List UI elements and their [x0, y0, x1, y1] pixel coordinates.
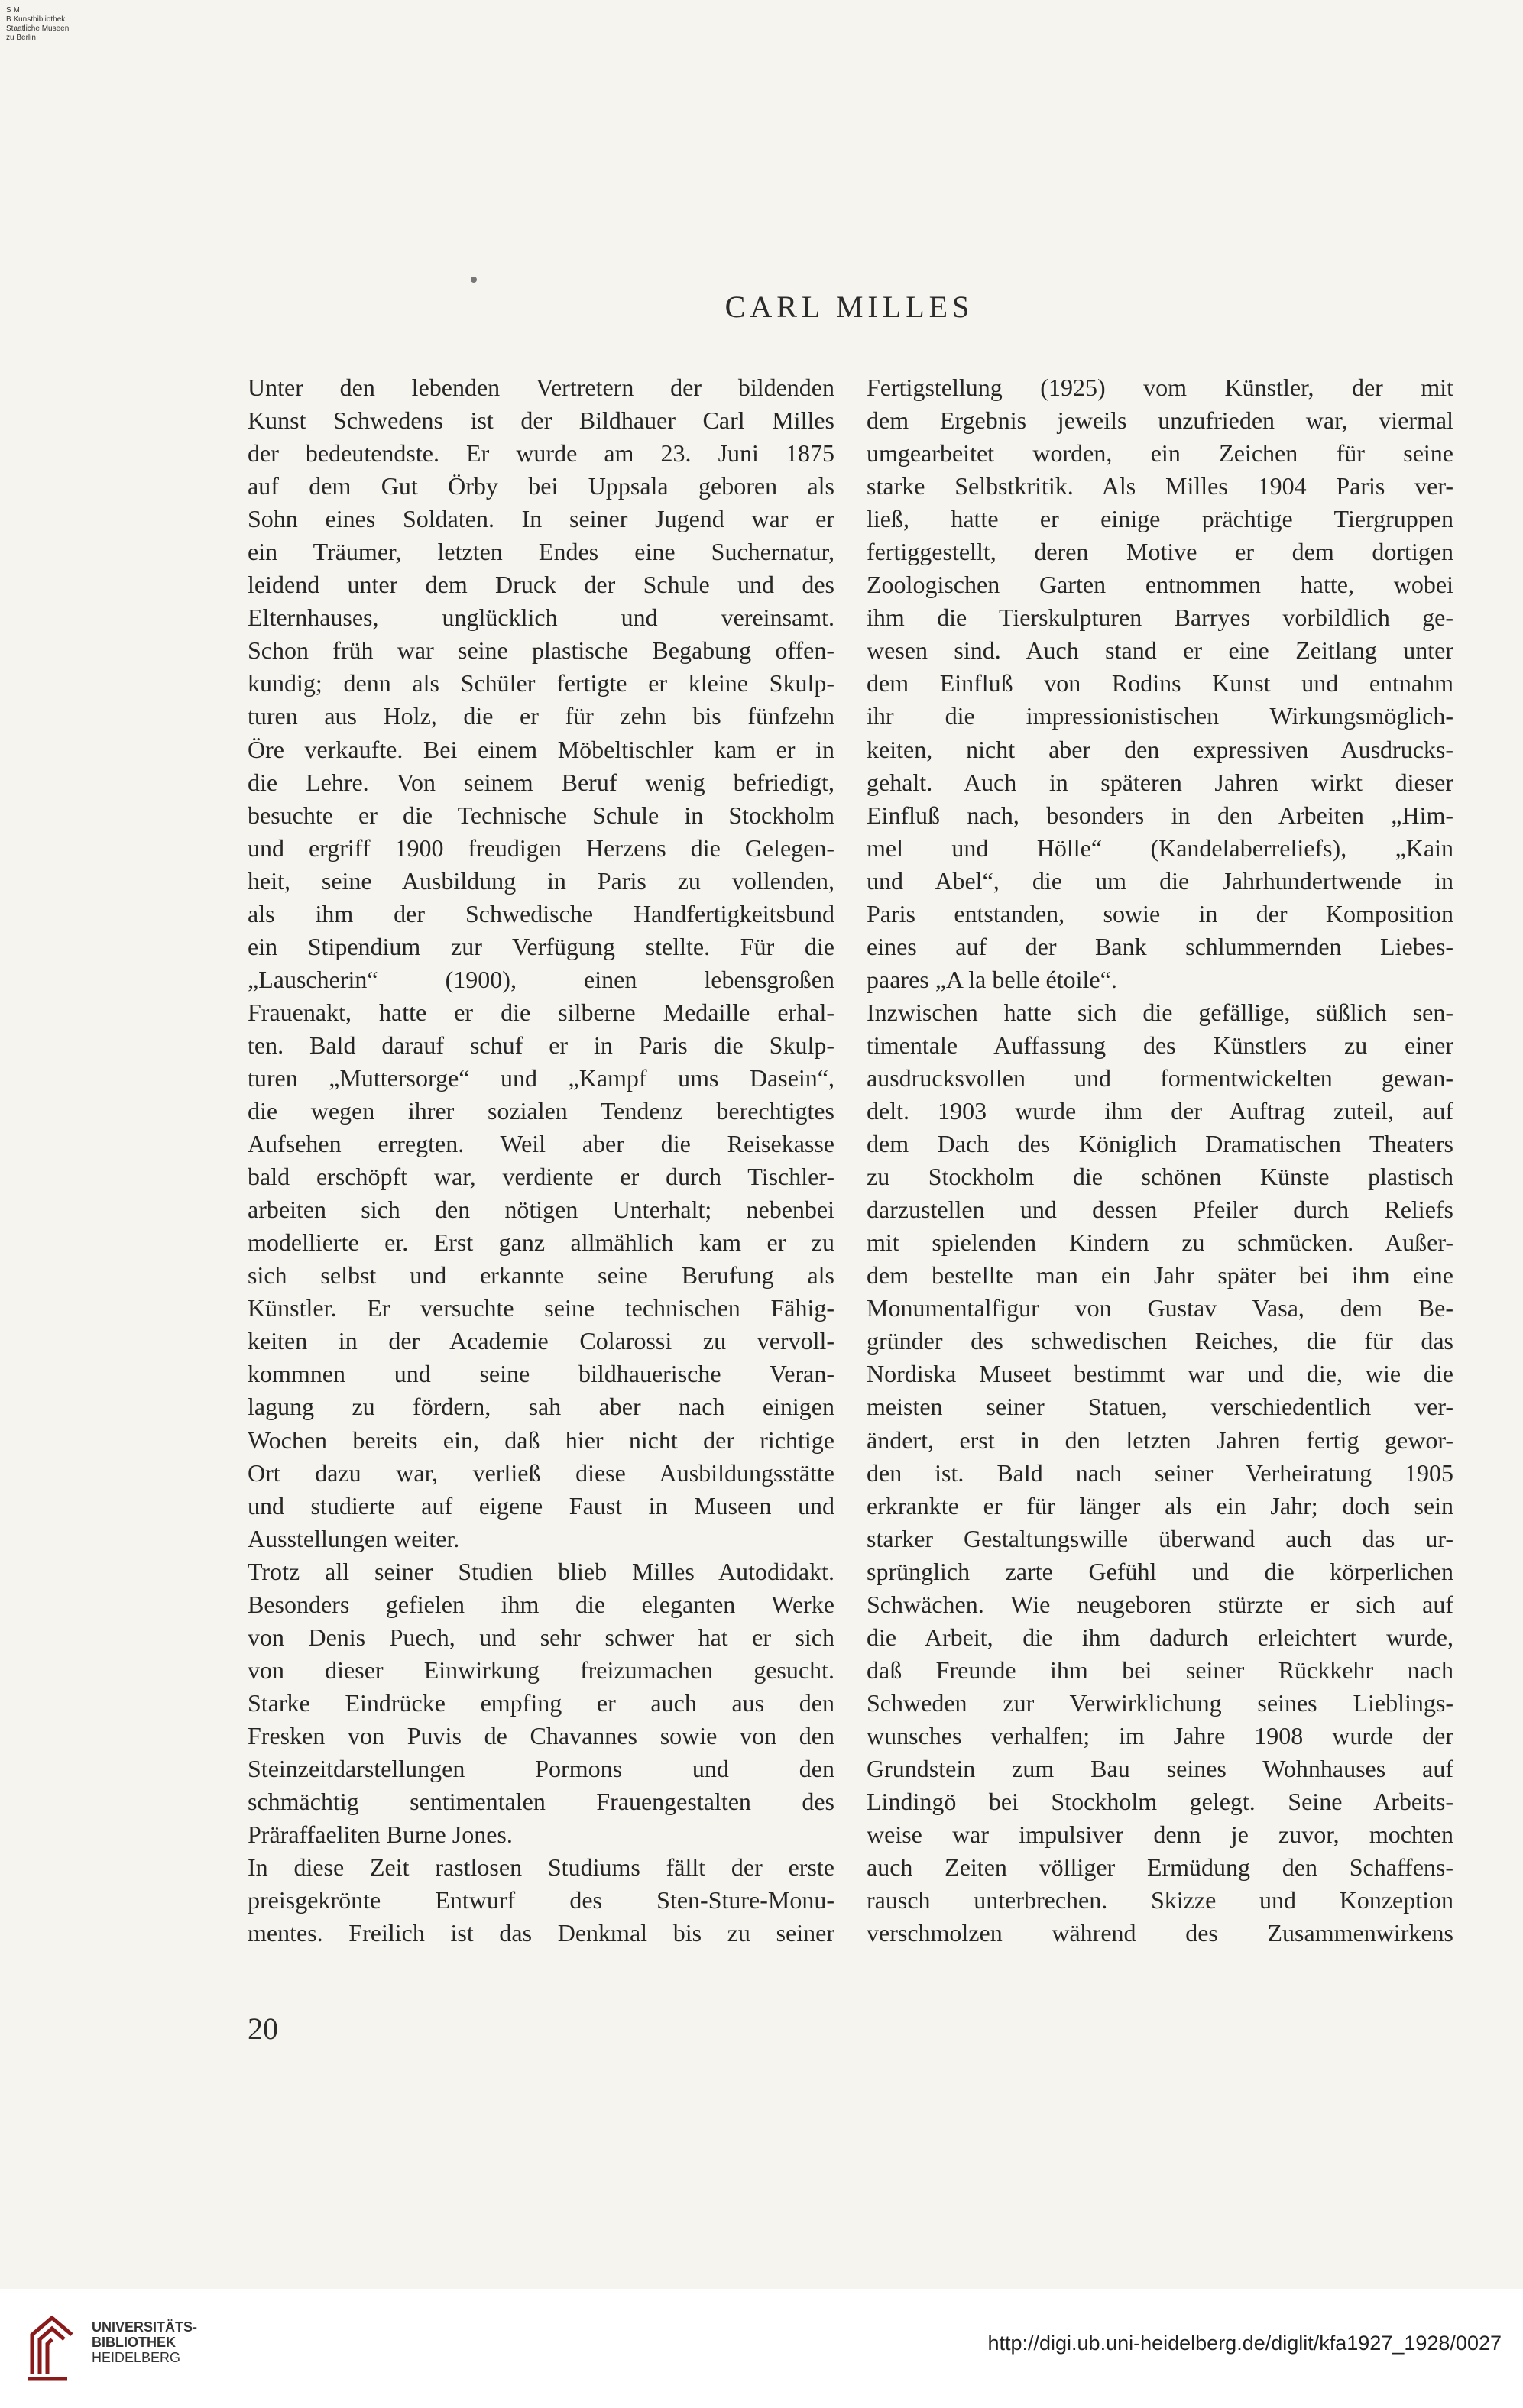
text-line: kundig; denn als Schüler fertigte er kleine Skulp- — [248, 669, 834, 697]
library-name-line: UNIVERSITÄTS- — [92, 2319, 198, 2335]
text-line: „Lauscherin“ (1900), einen lebensgroßen — [248, 965, 834, 993]
text-line: dem Dach des Königlich Dramatischen Theaters — [867, 1130, 1453, 1158]
text-line: timentale Auffassung des Künstlers zu einer — [867, 1031, 1453, 1059]
text-line: Sohn eines Soldaten. In seiner Jugend war er — [248, 505, 834, 533]
text-line: leidend unter dem Druck der Schule und des — [248, 571, 834, 599]
university-library-logo-icon[interactable] — [21, 2307, 83, 2384]
text-line: mit spielenden Kindern zu schmücken. Außer- — [867, 1228, 1453, 1257]
text-line: Steinzeitdarstellungen Pormons und den — [248, 1754, 834, 1782]
text-line: turen aus Holz, die er für zehn bis fünfzehn — [248, 702, 834, 730]
text-line: und studierte auf eigene Faust in Museen und — [248, 1491, 834, 1520]
text-line: Starke Eindrücke empfing er auch aus den — [248, 1688, 834, 1717]
text-line: als ihm der Schwedische Handfertigkeitsbund — [248, 899, 834, 927]
text-line: ein Stipendium zur Verfügung stellte. Für die — [248, 932, 834, 960]
text-line: dem Einfluß von Rodins Kunst und entnahm — [867, 669, 1453, 697]
stamp-line: Staatliche Museen — [6, 24, 70, 33]
text-line: Ausstellungen weiter. — [248, 1524, 460, 1552]
text-line: die Arbeit, die ihm dadurch erleichtert wurde, — [867, 1623, 1453, 1651]
text-line: delt. 1903 wurde ihm der Auftrag zuteil, auf — [867, 1097, 1453, 1125]
text-line: Schon früh war seine plastische Begabung offen- — [248, 636, 834, 665]
text-line: gründer des schwedischen Reiches, die für das — [867, 1327, 1453, 1355]
page-number: 20 — [248, 2012, 278, 2046]
text-column-left — [248, 371, 834, 1982]
text-line: Fresken von Puvis de Chavannes sowie von den — [248, 1721, 834, 1749]
text-line: umgearbeitet worden, ein Zeichen für seine — [867, 439, 1453, 468]
text-line: von Denis Puech, und sehr schwer hat er sich — [248, 1623, 834, 1651]
text-line: meisten seiner Statuen, verschiedentlich ver- — [867, 1393, 1453, 1421]
text-line: mentes. Freilich ist das Denkmal bis zu seiner — [248, 1919, 834, 1947]
text-line: mel und Hölle“ (Kandelaberreliefs), „Kain — [867, 833, 1453, 862]
permalink-url[interactable]: http://digi.ub.uni-heidelberg.de/diglit/kfa1927_1928/0027 — [987, 2332, 1502, 2355]
text-line: auf dem Gut Örby bei Uppsala geboren als — [248, 472, 834, 500]
text-line: Fertigstellung (1925) vom Künstler, der mit — [867, 374, 1453, 401]
library-name-line: HEIDELBERG — [92, 2350, 181, 2365]
library-name-line: BIBLIOTHEK — [92, 2335, 176, 2350]
stamp-line: B Kunstbibliothek — [6, 15, 66, 24]
text-line: rausch unterbrechen. Skizze und Konzeption — [867, 1886, 1453, 1914]
text-line: besuchte er die Technische Schule in Stockholm — [248, 801, 834, 829]
text-line: Nordiska Museet bestimmt war und die, wie die — [867, 1360, 1453, 1388]
text-line: Grundstein zum Bau seines Wohnhauses auf — [867, 1754, 1453, 1782]
stamp-line: zu Berlin — [6, 34, 36, 42]
text-line: der bedeutendste. Er wurde am 23. Juni 1875 — [248, 439, 834, 468]
text-line: keiten in der Academie Colarossi zu vervoll- — [248, 1327, 834, 1355]
text-line: Lindingö bei Stockholm gelegt. Seine Arbeits- — [867, 1788, 1453, 1816]
text-line: auch Zeiten völliger Ermüdung den Schaffens- — [867, 1853, 1453, 1882]
text-line: ließ, hatte er einige prächtige Tiergruppen — [867, 505, 1453, 533]
text-line: von dieser Einwirkung freizumachen gesucht. — [248, 1656, 834, 1684]
viewer-footer — [0, 2289, 1523, 2408]
text-line: sprünglich zarte Gefühl und die körperlichen — [867, 1557, 1453, 1585]
text-line: erkrankte er für länger als ein Jahr; doch sein — [867, 1491, 1453, 1520]
text-line: dem Ergebnis jeweils unzufrieden war, viermal — [867, 406, 1453, 435]
text-line: Inzwischen hatte sich die gefällige, süßlich sen- — [867, 998, 1453, 1026]
text-line: und Abel“, die um die Jahrhundertwende in — [867, 866, 1453, 895]
text-line: daß Freunde ihm bei seiner Rückkehr nach — [867, 1656, 1453, 1684]
text-line: Schweden zur Verwirklichung seines Lieblings- — [867, 1688, 1453, 1717]
text-line: verschmolzen während des Zusammenwirkens — [867, 1919, 1453, 1947]
text-line: eines auf der Bank schlummernden Liebes- — [867, 932, 1453, 960]
text-line: Frauenakt, hatte er die silberne Medaille erhal- — [248, 998, 834, 1026]
text-line: die wegen ihrer sozialen Tendenz berechtigtes — [248, 1097, 834, 1125]
text-line: Einfluß nach, besonders in den Arbeiten „Him- — [867, 801, 1453, 829]
text-line: Künstler. Er versuchte seine technischen Fähig- — [248, 1294, 834, 1322]
text-line: modellierte er. Erst ganz allmählich kam er zu — [248, 1228, 834, 1257]
text-line: wesen sind. Auch stand er eine Zeitlang unter — [867, 636, 1453, 665]
text-line: Schwächen. Wie neugeboren stürzte er sich auf — [867, 1590, 1453, 1618]
text-line: Trotz all seiner Studien blieb Milles Autodidakt. — [248, 1557, 834, 1585]
text-line: darzustellen und dessen Pfeiler durch Reliefs — [867, 1196, 1453, 1224]
text-line: ten. Bald darauf schuf er in Paris die Skulp- — [248, 1031, 834, 1059]
text-line: starke Selbstkritik. Als Milles 1904 Paris ver- — [867, 472, 1453, 500]
text-line: Kunst Schwedens ist der Bildhauer Carl Milles — [248, 406, 834, 435]
text-line: Zoologischen Garten entnommen hatte, wobei — [867, 571, 1453, 599]
text-line: paares „A la belle étoile“. — [867, 965, 1117, 993]
text-line: lagung zu fördern, sah aber nach einigen — [248, 1393, 834, 1421]
text-line: bald erschöpft war, verdiente er durch Tischler- — [248, 1163, 834, 1191]
text-line: gehalt. Auch in späteren Jahren wirkt dieser — [867, 768, 1453, 796]
text-line: starker Gestaltungswille überwand auch das ur- — [867, 1524, 1453, 1552]
text-line: turen „Muttersorge“ und „Kampf ums Dasein“, — [248, 1063, 834, 1092]
text-line: den ist. Bald nach seiner Verheiratung 1905 — [867, 1458, 1453, 1487]
text-line: weise war impulsiver denn je zuvor, mochten — [867, 1821, 1453, 1849]
text-line: ändert, erst in den letzten Jahren fertig gewor- — [867, 1426, 1453, 1454]
text-line: ein Träumer, letzten Endes eine Suchernatur, — [248, 538, 834, 566]
text-line: Monumentalfigur von Gustav Vasa, dem Be- — [867, 1294, 1453, 1322]
text-line: kommnen und seine bildhauerische Veran- — [248, 1360, 834, 1388]
text-line: Aufsehen erregten. Weil aber die Reisekasse — [248, 1130, 834, 1158]
text-line: arbeiten sich den nötigen Unterhalt; nebenbei — [248, 1196, 834, 1224]
library-stamp — [6, 6, 98, 43]
text-line: keiten, nicht aber den expressiven Ausdrucks- — [867, 735, 1453, 763]
text-line: In diese Zeit rastlosen Studiums fällt der erste — [248, 1853, 834, 1882]
article-title: CARL MILLES — [724, 290, 974, 324]
text-line: Wochen bereits ein, daß hier nicht der richtige — [248, 1426, 834, 1454]
text-line: ihr die impressionistischen Wirkungsmöglich- — [867, 702, 1453, 730]
stamp-line: S M — [6, 6, 20, 15]
library-name[interactable] — [92, 2319, 197, 2365]
text-column-right — [867, 371, 1453, 1982]
text-line: zu Stockholm die schönen Künste plastisch — [867, 1163, 1453, 1191]
text-line: Präraffaeliten Burne Jones. — [248, 1821, 513, 1849]
text-line: Öre verkaufte. Bei einem Möbeltischler kam er in — [248, 735, 834, 763]
text-line: Elternhauses, unglücklich und vereinsamt. — [248, 604, 834, 632]
text-line: preisgekrönte Entwurf des Sten-Sture-Monu- — [248, 1886, 834, 1914]
text-line: Ort dazu war, verließ diese Ausbildungsstätte — [248, 1458, 834, 1487]
ink-dot — [471, 277, 477, 283]
text-line: sich selbst und erkannte seine Berufung als — [248, 1261, 834, 1290]
text-line: die Lehre. Von seinem Beruf wenig befriedigt, — [248, 768, 834, 796]
text-line: dem bestellte man ein Jahr später bei ihm eine — [867, 1261, 1453, 1290]
text-line: schmächtig sentimentalen Frauengestalten des — [248, 1788, 834, 1816]
text-line: Paris entstanden, sowie in der Komposition — [867, 899, 1453, 927]
text-line: fertiggestellt, deren Motive er dem dortigen — [867, 538, 1453, 566]
text-line: wunsches verhalfen; im Jahre 1908 wurde der — [867, 1721, 1453, 1749]
text-line: und ergriff 1900 freudigen Herzens die Gelegen- — [248, 833, 834, 862]
text-line: heit, seine Ausbildung in Paris zu vollenden, — [248, 866, 834, 895]
text-line: Besonders gefielen ihm die eleganten Werke — [248, 1590, 834, 1618]
text-line: Unter den lebenden Vertretern der bildenden — [248, 374, 834, 401]
text-line: ihm die Tierskulpturen Barryes vorbildlich ge- — [867, 604, 1453, 632]
text-line: ausdrucksvollen und formentwickelten gewan- — [867, 1063, 1453, 1092]
